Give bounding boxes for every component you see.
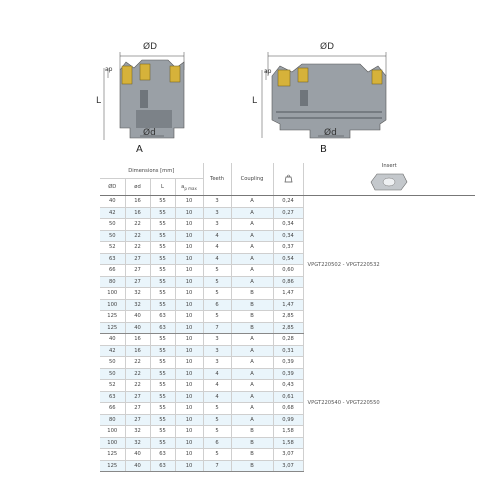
- table-cell: 55: [150, 426, 175, 438]
- table-cell: 3,07: [273, 449, 303, 461]
- table-cell: 1,47: [273, 299, 303, 311]
- table-cell: A: [231, 357, 273, 369]
- table-cell: 5: [203, 414, 231, 426]
- table-cell: 63: [150, 449, 175, 461]
- table-cell: 10: [175, 230, 203, 242]
- table-cell: 22: [125, 380, 150, 392]
- table-cell: 3: [203, 334, 231, 346]
- table-cell: 10: [175, 414, 203, 426]
- table-cell: 55: [150, 380, 175, 392]
- table-cell: 2,85: [273, 322, 303, 334]
- table-cell: 5: [203, 276, 231, 288]
- table-cell: 1,58: [273, 437, 303, 449]
- table-cell: 52: [100, 380, 125, 392]
- table-cell: 4: [203, 391, 231, 403]
- table-cell: 55: [150, 219, 175, 231]
- drawing-b-d-label: Ød: [324, 128, 337, 138]
- table-cell: A: [231, 230, 273, 242]
- insert-code: VPGT220540 - VPGT220550: [307, 399, 380, 406]
- table-cell: 0,34: [273, 219, 303, 231]
- table-cell: 7: [203, 322, 231, 334]
- table-cell: 3: [203, 196, 231, 208]
- table-cell: 10: [175, 219, 203, 231]
- table-cell: 63: [150, 322, 175, 334]
- table-cell: A: [231, 403, 273, 415]
- table-cell: 10: [175, 449, 203, 461]
- table-cell: 55: [150, 334, 175, 346]
- table-cell: 10: [175, 460, 203, 472]
- table-cell: 16: [125, 334, 150, 346]
- table-cell: 0,68: [273, 403, 303, 415]
- table-cell: B: [231, 288, 273, 300]
- table-row: [100, 196, 475, 208]
- table-cell: 22: [125, 357, 150, 369]
- table-cell: 10: [175, 311, 203, 323]
- table-cell: 10: [175, 276, 203, 288]
- table-cell: 10: [175, 380, 203, 392]
- table-cell: 50: [100, 357, 125, 369]
- table-cell: 0,43: [273, 380, 303, 392]
- table-cell: 0,39: [273, 357, 303, 369]
- coupling-column-header: Coupling: [231, 163, 273, 196]
- teeth-column-header: Teeth: [203, 163, 231, 196]
- table-cell: 16: [125, 196, 150, 208]
- table-cell: 63: [100, 391, 125, 403]
- table-cell: 2,85: [273, 311, 303, 323]
- table-cell: 27: [125, 403, 150, 415]
- l-column-header: L: [150, 179, 175, 196]
- table-cell: 10: [175, 426, 203, 438]
- table-cell: 50: [100, 368, 125, 380]
- insert-code: VPGT220502 - VPGT220532: [307, 261, 380, 268]
- table-cell: 40: [125, 460, 150, 472]
- table-cell: B: [231, 299, 273, 311]
- table-cell: 4: [203, 253, 231, 265]
- table-cell: 10: [175, 207, 203, 219]
- table-cell: 55: [150, 242, 175, 254]
- table-cell: B: [231, 322, 273, 334]
- table-cell: 55: [150, 207, 175, 219]
- table-cell: 5: [203, 265, 231, 277]
- table-cell: 22: [125, 219, 150, 231]
- table-cell: A: [231, 414, 273, 426]
- table-cell: 0,60: [273, 265, 303, 277]
- table-cell: 3: [203, 345, 231, 357]
- table-cell: 32: [125, 426, 150, 438]
- weight-kg-icon: [284, 174, 293, 183]
- table-cell: 3,07: [273, 460, 303, 472]
- table-cell: 22: [125, 230, 150, 242]
- table-cell: 55: [150, 265, 175, 277]
- table-cell: 4: [203, 230, 231, 242]
- table-cell: 10: [175, 345, 203, 357]
- table-cell: 55: [150, 288, 175, 300]
- table-cell: 80: [100, 414, 125, 426]
- table-cell: 5: [203, 449, 231, 461]
- table-cell: 3: [203, 207, 231, 219]
- spec-table-body: [100, 196, 475, 472]
- drawing-b-l-label: L: [252, 96, 258, 106]
- table-cell: 10: [175, 368, 203, 380]
- table-cell: 55: [150, 357, 175, 369]
- table-cell: A: [231, 276, 273, 288]
- table-cell: A: [231, 253, 273, 265]
- table-cell: 0,37: [273, 242, 303, 254]
- table-cell: 1,58: [273, 426, 303, 438]
- table-cell: 0,34: [273, 230, 303, 242]
- table-cell: 10: [175, 322, 203, 334]
- drawing-b-ap-label: ap: [264, 68, 272, 75]
- table-cell: 10: [175, 242, 203, 254]
- table-cell: B: [231, 449, 273, 461]
- table-cell: 5: [203, 403, 231, 415]
- table-cell: 10: [175, 437, 203, 449]
- table-cell: 50: [100, 230, 125, 242]
- table-cell: 66: [100, 265, 125, 277]
- drawing-a-d-label: Ød: [143, 128, 156, 138]
- table-cell: 40: [125, 322, 150, 334]
- table-cell: 7: [203, 460, 231, 472]
- table-cell: 4: [203, 368, 231, 380]
- table-cell: 0,86: [273, 276, 303, 288]
- table-cell: 32: [125, 437, 150, 449]
- table-cell: 32: [125, 288, 150, 300]
- table-cell: 5: [203, 311, 231, 323]
- table-cell: 52: [100, 242, 125, 254]
- table-cell: 100: [100, 288, 125, 300]
- table-cell: 27: [125, 391, 150, 403]
- table-cell: A: [231, 334, 273, 346]
- table-cell: 66: [100, 403, 125, 415]
- table-cell: 0,54: [273, 253, 303, 265]
- table-cell: A: [231, 242, 273, 254]
- table-cell: A: [231, 196, 273, 208]
- drawing-a-od-label: ØD: [143, 42, 158, 52]
- drawing-b-od-label: ØD: [320, 42, 335, 52]
- table-cell: 55: [150, 437, 175, 449]
- insert-column-label: Insert: [381, 163, 397, 169]
- table-cell: 63: [150, 311, 175, 323]
- table-cell: 40: [125, 311, 150, 323]
- table-cell: 32: [125, 299, 150, 311]
- dimensions-group-header: Dimensions [mm]: [100, 163, 203, 179]
- drawing-a-caption: A: [136, 144, 143, 155]
- table-cell: B: [231, 426, 273, 438]
- table-cell: 10: [175, 299, 203, 311]
- table-cell: 55: [150, 414, 175, 426]
- table-cell: A: [231, 391, 273, 403]
- table-cell: 55: [150, 403, 175, 415]
- table-cell: 5: [203, 288, 231, 300]
- table-cell: 0,99: [273, 414, 303, 426]
- table-cell: 55: [150, 368, 175, 380]
- table-cell: 63: [100, 253, 125, 265]
- table-cell: 55: [150, 345, 175, 357]
- ap-column-header: $a_{p max}$: [175, 179, 203, 196]
- table-cell: 55: [150, 196, 175, 208]
- table-cell: 10: [175, 253, 203, 265]
- table-cell: 0,27: [273, 207, 303, 219]
- table-cell: 22: [125, 242, 150, 254]
- table-cell: 0,28: [273, 334, 303, 346]
- table-cell: 40: [125, 449, 150, 461]
- table-cell: 100: [100, 426, 125, 438]
- table-cell: 16: [125, 345, 150, 357]
- table-cell: A: [231, 368, 273, 380]
- table-cell: 40: [100, 196, 125, 208]
- table-cell: B: [231, 437, 273, 449]
- table-cell: 27: [125, 265, 150, 277]
- cutter-a-drawing: [104, 52, 184, 140]
- table-cell: 4: [203, 242, 231, 254]
- table-cell: B: [231, 311, 273, 323]
- weight-column-header: [273, 163, 303, 196]
- table-cell: 42: [100, 345, 125, 357]
- table-cell: 125: [100, 322, 125, 334]
- table-cell: 10: [175, 334, 203, 346]
- d-column-header: ød: [125, 179, 150, 196]
- table-cell: 10: [175, 196, 203, 208]
- table-cell: 3: [203, 357, 231, 369]
- table-cell: 3: [203, 219, 231, 231]
- table-cell: 63: [150, 460, 175, 472]
- table-cell: A: [231, 219, 273, 231]
- table-cell: 55: [150, 253, 175, 265]
- table-cell: 6: [203, 299, 231, 311]
- table-cell: 10: [175, 288, 203, 300]
- cutter-b-drawing: [262, 52, 386, 138]
- table-cell: 10: [175, 357, 203, 369]
- table-cell: 80: [100, 276, 125, 288]
- table-cell: A: [231, 345, 273, 357]
- drawing-a-ap-label: ap: [105, 66, 113, 73]
- insert-icon: [367, 171, 411, 193]
- table-cell: 55: [150, 276, 175, 288]
- table-cell: 6: [203, 437, 231, 449]
- od-column-header: ØD: [100, 179, 125, 196]
- table-cell: 0,39: [273, 368, 303, 380]
- table-cell: 1,47: [273, 288, 303, 300]
- drawing-b-caption: B: [320, 144, 327, 155]
- drawing-a-l-label: L: [96, 96, 102, 106]
- table-cell: 50: [100, 219, 125, 231]
- table-cell: 16: [125, 207, 150, 219]
- table-cell: 10: [175, 391, 203, 403]
- table-cell: B: [231, 460, 273, 472]
- table-cell: 5: [203, 426, 231, 438]
- table-cell: 27: [125, 253, 150, 265]
- table-cell: 55: [150, 230, 175, 242]
- table-cell: 125: [100, 311, 125, 323]
- cutter-drawings: [0, 0, 490, 160]
- table-cell: 42: [100, 207, 125, 219]
- table-cell: 125: [100, 449, 125, 461]
- table-cell: 55: [150, 299, 175, 311]
- table-cell: 0,61: [273, 391, 303, 403]
- table-cell: 40: [100, 334, 125, 346]
- table-cell: 10: [175, 265, 203, 277]
- table-cell: 125: [100, 460, 125, 472]
- table-cell: A: [231, 265, 273, 277]
- table-cell: 22: [125, 368, 150, 380]
- table-cell: 0,24: [273, 196, 303, 208]
- table-cell: 4: [203, 380, 231, 392]
- drawings-area: [0, 0, 490, 160]
- insert-column-header: [303, 163, 475, 196]
- table-cell: 27: [125, 276, 150, 288]
- table-cell: 100: [100, 299, 125, 311]
- table-row: [100, 334, 475, 346]
- table-cell: A: [231, 207, 273, 219]
- table-cell: 0,31: [273, 345, 303, 357]
- table-cell: A: [231, 380, 273, 392]
- table-cell: 10: [175, 403, 203, 415]
- table-cell: 27: [125, 414, 150, 426]
- spec-table: [100, 163, 475, 472]
- table-cell: 55: [150, 391, 175, 403]
- table-cell: 100: [100, 437, 125, 449]
